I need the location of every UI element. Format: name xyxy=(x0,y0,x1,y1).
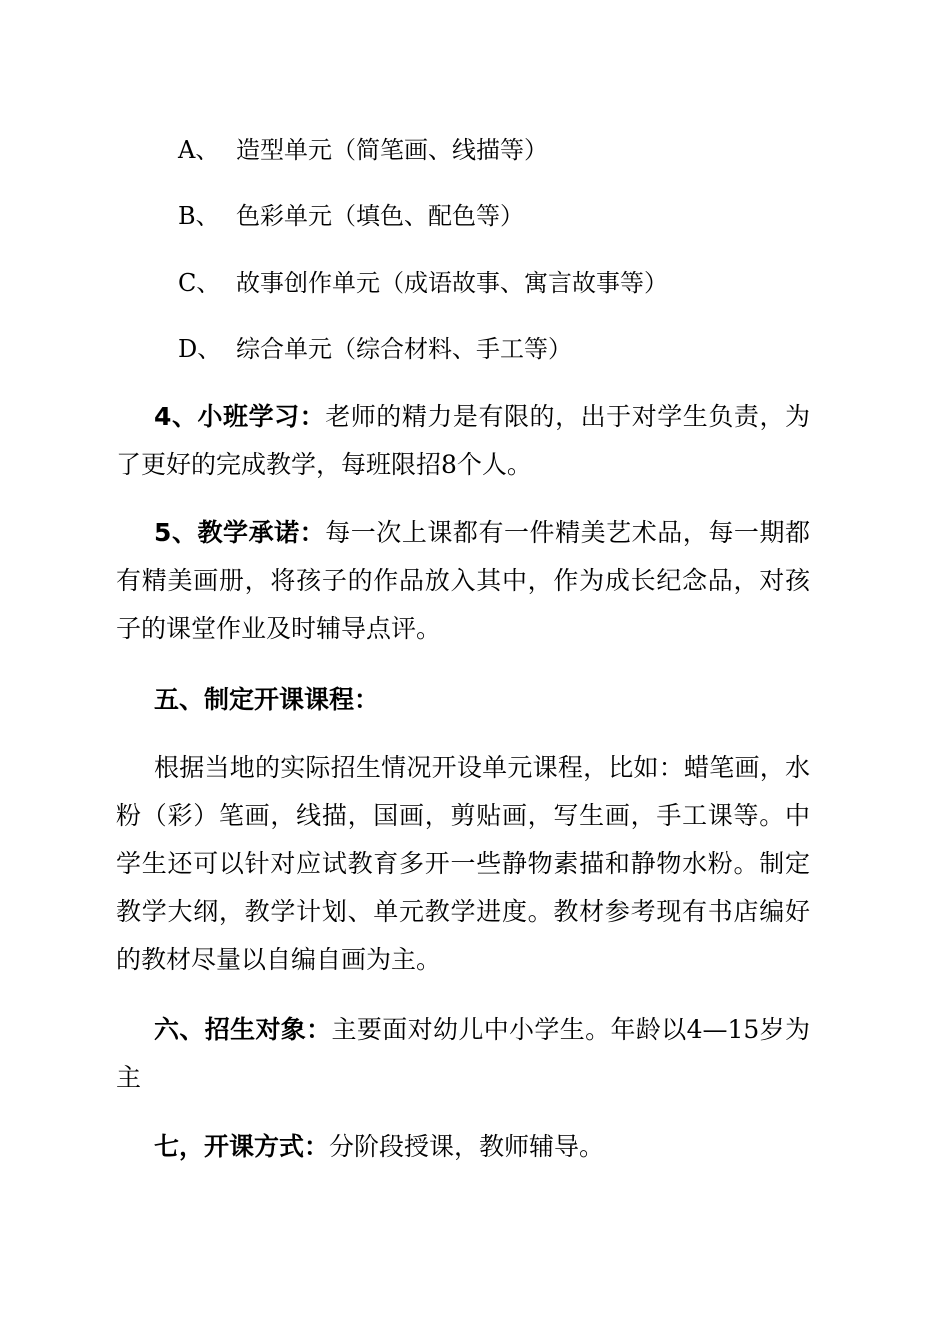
unit-marker: C、 xyxy=(178,269,221,297)
section-teaching-method xyxy=(116,1123,810,1171)
unit-item-c xyxy=(178,267,668,299)
unit-marker: D、 xyxy=(178,335,222,363)
section-body: 分阶段授课，教师辅导。 xyxy=(329,1132,605,1161)
section-body: 每一次上课都有一件精美艺术品，每一期都有精美画册，将孩子的作品放入其中，作为成长纪念品，对孩子的课堂作业及时辅导点评。 xyxy=(116,518,810,643)
section-heading: 5、教学承诺： xyxy=(154,518,326,547)
unit-text: 造型单元（简笔画、线描等） xyxy=(236,136,548,164)
section-teaching-promise xyxy=(116,509,810,653)
section-heading: 4、小班学习： xyxy=(154,402,326,431)
unit-marker: B、 xyxy=(178,202,220,230)
unit-text: 综合单元（综合材料、手工等） xyxy=(236,335,572,363)
unit-text: 故事创作单元（成语故事、寓言故事等） xyxy=(236,269,668,297)
unit-item-d xyxy=(178,333,572,365)
unit-item-a xyxy=(178,134,548,166)
section-heading: 五、制定开课课程： xyxy=(154,685,380,714)
unit-marker: A、 xyxy=(178,136,220,164)
section-heading: 七，开课方式： xyxy=(154,1132,330,1161)
section-target-students xyxy=(116,1006,810,1102)
section-curriculum-body xyxy=(116,744,810,984)
section-body: 根据当地的实际招生情况开设单元课程，比如：蜡笔画，水粉（彩）笔画，线描，国画，剪贴画，写生画，手工课等。中学生还可以针对应试教育多开一些静物素描和静物水粉。制定教学大纲，教学计划、单元教学进度。教材参考现有书店编好的教材尽量以自编自画为主。 xyxy=(116,753,810,974)
section-body: 老师的精力是有限的，出于对学生负责，为了更好的完成教学，每班限招8个人。 xyxy=(116,402,810,479)
section-curriculum-heading xyxy=(116,676,810,724)
section-body: 主要面对幼儿中小学生。年龄以4—15岁为主 xyxy=(116,1015,810,1092)
section-heading: 六、招生对象： xyxy=(154,1015,332,1044)
section-small-class xyxy=(116,393,810,489)
unit-item-b xyxy=(178,200,524,232)
unit-text: 色彩单元（填色、配色等） xyxy=(236,202,524,230)
